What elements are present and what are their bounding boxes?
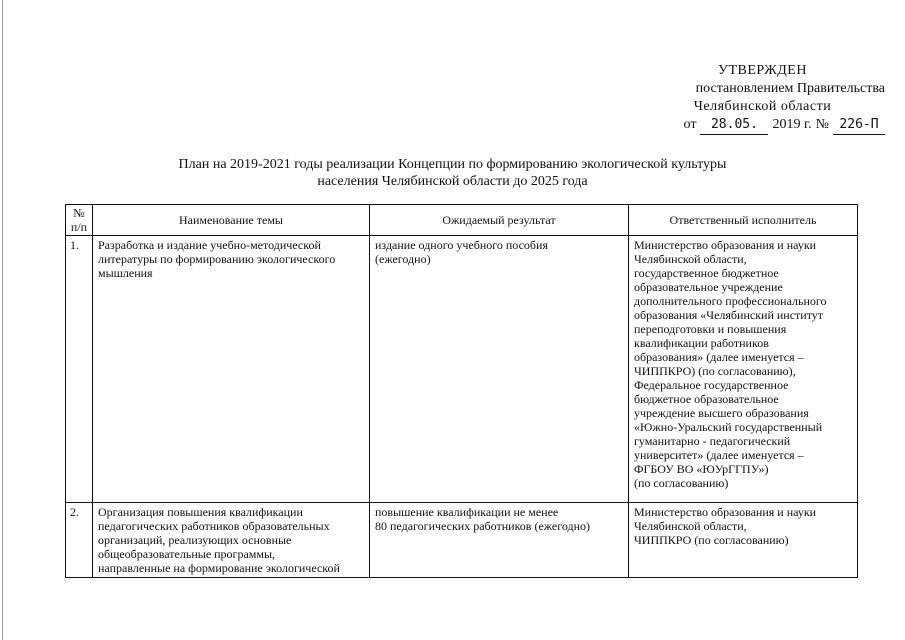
row-executor: Министерство образования и науки Челябинской области, ЧИППКРО (по согласованию) [629, 503, 858, 578]
header-executor: Ответственный исполнитель [629, 205, 858, 236]
document-title-line-1: План на 2019-2021 годы реализации Концепции по формированию экологической культуры [178, 157, 727, 172]
header-result: Ожидаемый результат [370, 205, 629, 236]
table-header-row [66, 205, 858, 236]
row-topic: Организация повышения квалификации педагогических работников образовательных организаций, реализующих основные общеобразовательные программы, направленные на формирование экологической [93, 503, 370, 578]
page-edge-line [2, 0, 3, 640]
row-num: 1. [66, 236, 93, 503]
header-num: № п/п [66, 205, 93, 236]
table-row [66, 236, 858, 503]
approval-year: 2019 г. [772, 117, 812, 132]
approval-number: 226-П [833, 116, 885, 135]
row-topic: Разработка и издание учебно-методической литературы по формированию экологического мышления [93, 236, 370, 503]
approval-title: УТВЕРЖДЕН [718, 63, 807, 78]
document-title [90, 156, 815, 190]
approval-line-2: Челябинской области [693, 99, 832, 114]
number-prefix: № [815, 117, 829, 132]
row-num: 2. [66, 503, 93, 578]
header-topic: Наименование темы [93, 205, 370, 236]
approval-date: 28.05. [700, 116, 768, 135]
row-result: повышение квалификации не менее 80 педагогических работников (ежегодно) [370, 503, 629, 578]
document-title-line-2: населения Челябинской области до 2025 года [317, 174, 588, 189]
row-executor: Министерство образования и науки Челябинской области, государственное бюджетное образовательное учреждение дополнительного профессионального образования «Челябинский институт переподготовки и повышения квалификации работников образования» (далее именуется – ЧИППКРО) (по согласованию), Федеральное государственное бюджетное образовательное учреждение высшего образования «Южно-Уральский государственный гуманитарно - педагогический университет» (далее именуется – ФГБОУ ВО «ЮУрГГПУ») (по согласованию) [629, 236, 858, 503]
date-prefix: от [683, 117, 697, 132]
table-row [66, 503, 858, 578]
row-result: издание одного учебного пособия (ежегодно) [370, 236, 629, 503]
approval-line-1: постановлением Правительства [695, 81, 885, 96]
approval-date-line [600, 116, 885, 135]
plan-table [65, 204, 858, 578]
approval-stamp [600, 62, 885, 135]
